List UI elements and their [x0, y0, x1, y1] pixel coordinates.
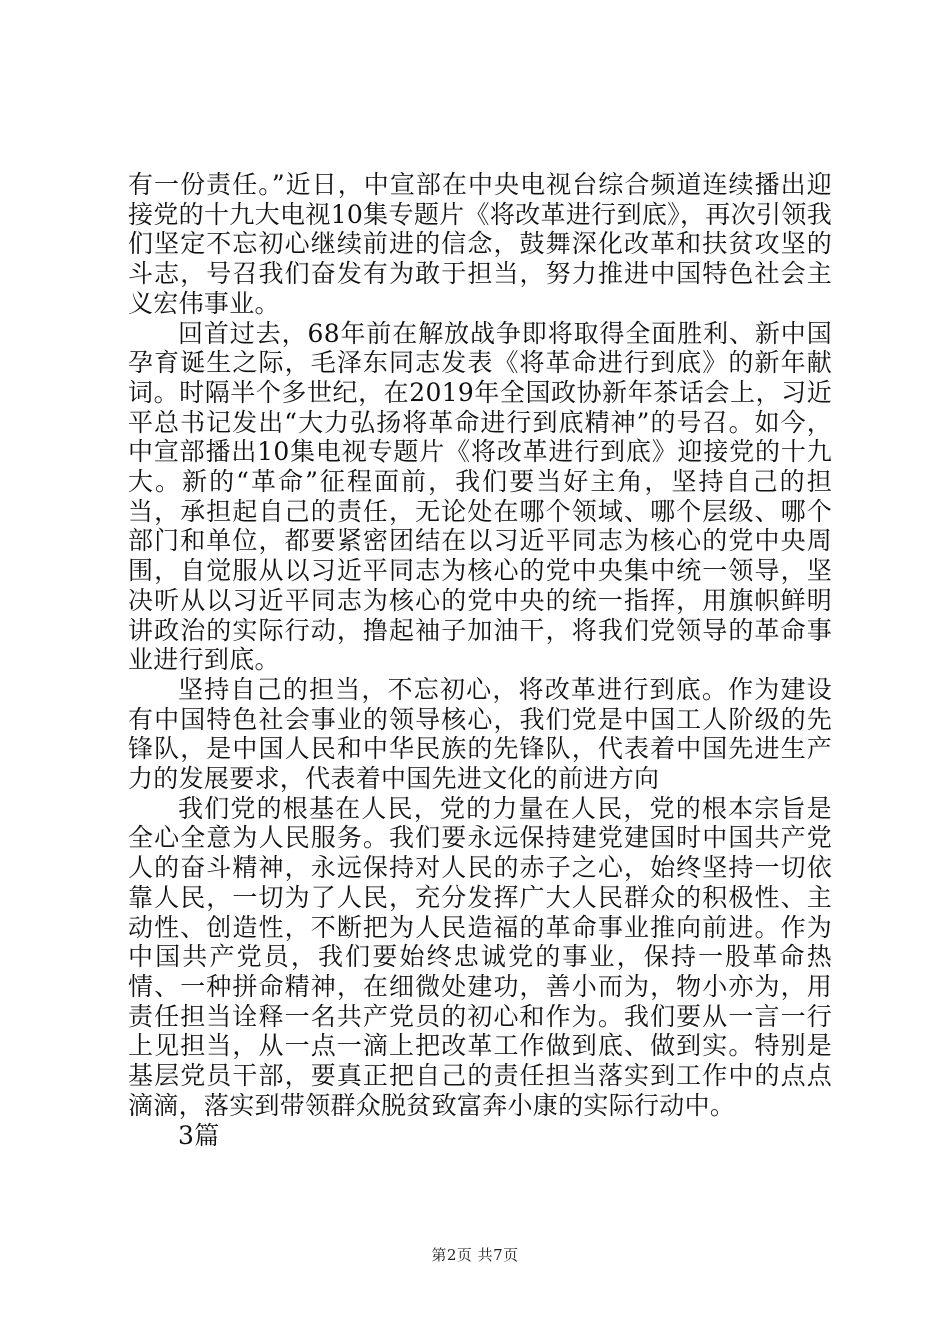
page-number-footer: 第2页 共7页 [431, 1246, 519, 1264]
paragraph-4: 我们党的根基在人民，党的力量在人民，党的根本宗旨是全心全意为人民服务。我们要永远保持建党建国时中国共产党人的奋斗精神，永远保持对人民的赤子之心，始终坚持一切依靠人民，一切为了人民，充分发挥广大人民群众的积极性、主动性、创造性，不断把为人民造福的革命事业推向前进。作为中国共产党员，我们要始终忠诚党的事业，保持一股革命热情、一种拼命精神，在细微处建功，善小而为，物小亦为，用责任担当诠释一名共产党员的初心和作为。我们要从一言一行上见担当，从一点一滴上把改革工作做到底、做到实。特别是基层党员干部，要真正把自己的责任担当落实到工作中的点点滴滴，落实到带领群众脱贫致富奔小康的实际行动中。 [128, 793, 832, 1120]
paragraph-3: 坚持自己的担当，不忘初心，将改革进行到底。作为建设有中国特色社会事业的领导核心，我们党是中国工人阶级的先锋队，是中国人民和中华民族的先锋队，代表着中国先进生产力的发展要求，代表着中国先进文化的前进方向 [128, 674, 832, 794]
paragraph-5: 3篇 [178, 1120, 220, 1150]
document-body [128, 170, 832, 1150]
paragraph-1: 有一份责任。”近日，中宣部在中央电视台综合频道连续播出迎接党的十九大电视10集专题片《将改革进行到底》，再次引领我们坚定不忘初心继续前进的信念，鼓舞深化改革和扶贫攻坚的斗志，号召我们奋发有为敢于担当，努力推进中国特色社会主义宏伟事业。 [128, 170, 832, 318]
paragraph-2: 回首过去，68年前在解放战争即将取得全面胜利、新中国孕育诞生之际，毛泽东同志发表《将革命进行到底》的新年献词。时隔半个多世纪，在2019年全国政协新年茶话会上，习近平总书记发出“大力弘扬将革命进行到底精神”的号召。如今，中宣部播出10集电视专题片《将改革进行到底》迎接党的十九大。新的“革命”征程面前，我们要当好主角，坚持自己的担当，承担起自己的责任，无论处在哪个领域、哪个层级、哪个部门和单位，都要紧密团结在以习近平同志为核心的党中央周围，自觉服从以习近平同志为核心的党中央集中统一领导，坚决听从以习近平同志为核心的党中央的统一指挥，用旗帜鲜明讲政治的实际行动，撸起袖子加油干，将我们党领导的革命事业进行到底。 [128, 318, 832, 675]
